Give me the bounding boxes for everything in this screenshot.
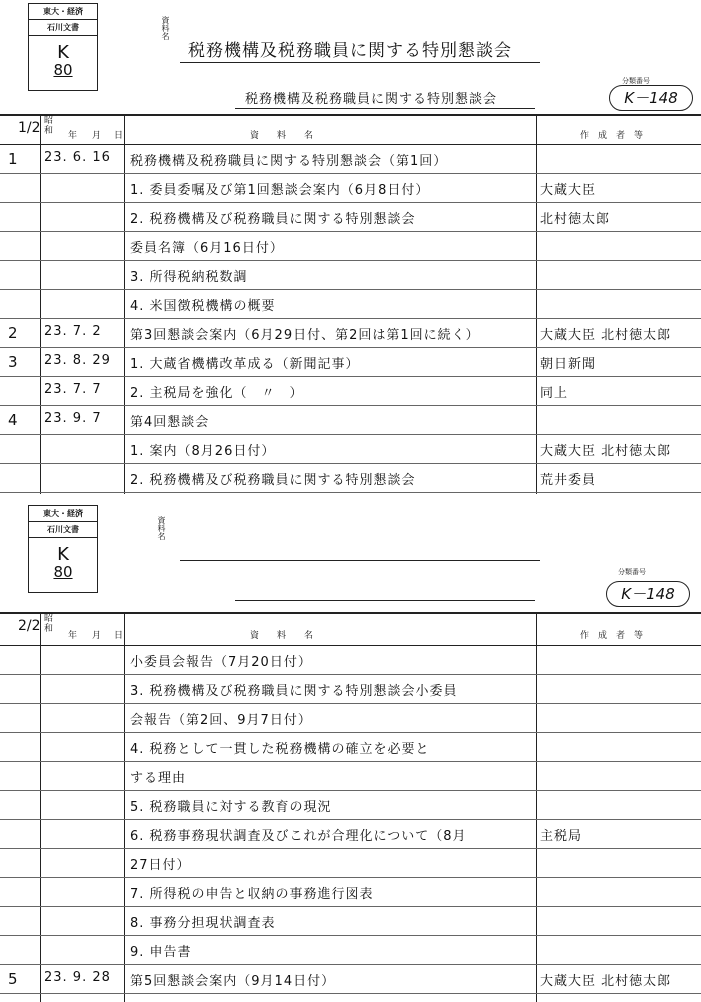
row-date: 23. 8. 29: [44, 353, 111, 368]
row-material-name: 1. 大蔵省機構改革成る（新聞記事）: [130, 357, 360, 372]
stamp-code-number: 80: [53, 61, 73, 79]
row-creator: 大蔵大臣: [540, 183, 597, 198]
row-material-name: 第3回懇談会案内（6月29日付、第2回は第1回に続く）: [130, 328, 480, 343]
row-material-name: 4. 米国徴税機構の概要: [130, 299, 276, 314]
shiryo-mei-label-2: 資料名: [157, 516, 166, 540]
row-date: 23. 6. 16: [44, 150, 111, 165]
row-rule: [0, 906, 701, 907]
row-date: 23. 9. 7: [44, 411, 102, 426]
header-day-2: 日: [114, 631, 124, 641]
row-creator: 大蔵大臣 北村徳太郎: [540, 328, 672, 343]
row-rule: [0, 964, 701, 965]
row-material-name: 2. 税務機構及び税務職員に関する特別懇談会: [130, 212, 416, 227]
row-rule: [0, 674, 701, 675]
row-rule: [0, 405, 701, 406]
row-date: 23. 9. 28: [44, 970, 111, 985]
row-rule: [0, 492, 701, 493]
row-material-name: 委員名簿（6月16日付）: [130, 241, 284, 256]
stamp-code-letter: K: [57, 544, 69, 565]
row-creator: 大蔵大臣 北村徳太郎: [540, 444, 672, 459]
row-creator: 朝日新聞: [540, 357, 597, 372]
header-year: 年: [68, 131, 78, 141]
row-rule: [0, 877, 701, 878]
stamp-code-letter: K: [57, 42, 69, 63]
row-rule: [0, 347, 701, 348]
header-month: 月: [92, 131, 102, 141]
row-material-name: 2. 税務機構及び税務職員に関する特別懇談会: [130, 473, 416, 488]
row-creator: 大蔵大臣 北村徳太郎: [540, 974, 672, 989]
row-material-name: 第4回懇談会: [130, 415, 210, 430]
page1-number: 1/2: [18, 120, 41, 136]
row-material-name: 税務機構及税務職員に関する特別懇談会（第1回）: [130, 154, 448, 169]
header-era-2: 昭和: [44, 614, 54, 634]
row-date: 23. 7. 2: [44, 324, 102, 339]
row-material-name: 7. 所得税の申告と収納の事務進行図表: [130, 887, 374, 902]
stamp-line2: 石川文書: [29, 20, 97, 36]
row-material-name: 3. 税務機構及び税務職員に関する特別懇談会小委員: [130, 684, 458, 699]
row-number: 3: [8, 353, 19, 371]
row-material-name: 1. 案内（8月26日付）: [130, 444, 276, 459]
row-number: 5: [8, 970, 19, 988]
classification-label-2: 分類番号: [618, 568, 646, 576]
row-number: 1: [8, 150, 19, 168]
document-subtitle: 税務機構及税務職員に関する特別懇談会: [245, 92, 498, 107]
header-month-2: 月: [92, 631, 102, 641]
row-rule: [0, 819, 701, 820]
row-rule: [0, 173, 701, 174]
row-material-name: 3. 所得税納税数調: [130, 270, 248, 285]
table1-top-rule: [0, 114, 701, 116]
row-rule: [0, 231, 701, 232]
row-material-name: 8. 事務分担現状調査表: [130, 916, 276, 931]
row-creator: 北村徳太郎: [540, 212, 611, 227]
row-number: 2: [8, 324, 19, 342]
row-material-name: 5. 税務職員に対する教育の現況: [130, 800, 332, 815]
header-year-2: 年: [68, 631, 78, 641]
row-date: 23. 7. 7: [44, 382, 102, 397]
row-rule: [0, 260, 701, 261]
stamp-code-number: 80: [53, 563, 73, 581]
stamp-line1: 東大・経済: [29, 506, 97, 522]
page2-number: 2/2: [18, 618, 41, 634]
row-material-name: 4. 税務として一貫した税務機構の確立を必要と: [130, 742, 430, 757]
row-rule: [0, 848, 701, 849]
stamp-line2: 石川文書: [29, 522, 97, 538]
row-number: 4: [8, 411, 19, 429]
stamp-line1: 東大・経済: [29, 4, 97, 20]
row-material-name: 27日付）: [130, 858, 191, 873]
row-creator: 同上: [540, 386, 569, 401]
header-era: 昭和: [44, 116, 54, 136]
row-material-name: 第5回懇談会案内（9月14日付）: [130, 974, 336, 989]
archive-stamp: [28, 3, 98, 91]
row-material-name: 小委員会報告（7月20日付）: [130, 655, 312, 670]
classification-badge-2: K－148: [606, 581, 690, 607]
row-creator: 荒井委員: [540, 473, 597, 488]
row-rule: [0, 993, 701, 994]
row-material-name: 1. 委員委嘱及び第1回懇談会案内（6月8日付）: [130, 183, 430, 198]
header-material-name: 資 料 名: [250, 131, 314, 141]
row-rule: [0, 318, 701, 319]
header-material-name-2: 資 料 名: [250, 631, 314, 641]
row-material-name: 2. 主税局を強化（ 〃 ）: [130, 386, 304, 401]
row-rule: [0, 790, 701, 791]
header-day: 日: [114, 131, 124, 141]
row-material-name: 会報告（第2回、9月7日付）: [130, 713, 312, 728]
row-rule: [0, 376, 701, 377]
header-creator: 作 成 者 等: [580, 131, 644, 141]
row-material-name: 9. 申告書: [130, 945, 192, 960]
row-material-name: する理由: [130, 771, 187, 786]
row-rule: [0, 289, 701, 290]
table2-top-rule: [0, 612, 701, 614]
header-creator-2: 作 成 者 等: [580, 631, 644, 641]
row-rule: [0, 463, 701, 464]
row-creator: 主税局: [540, 829, 583, 844]
classification-label: 分類番号: [622, 77, 650, 85]
document-title: 税務機構及税務職員に関する特別懇談会: [188, 41, 512, 61]
row-rule: [0, 434, 701, 435]
row-material-name: 6. 税務事務現状調査及びこれが合理化について（8月: [130, 829, 467, 844]
classification-badge: K－148: [609, 85, 693, 111]
row-rule: [0, 703, 701, 704]
shiryo-mei-label: 資料名: [161, 16, 170, 40]
row-rule: [0, 935, 701, 936]
archive-stamp-2: [28, 505, 98, 593]
row-rule: [0, 732, 701, 733]
row-rule: [0, 202, 701, 203]
row-rule: [0, 761, 701, 762]
